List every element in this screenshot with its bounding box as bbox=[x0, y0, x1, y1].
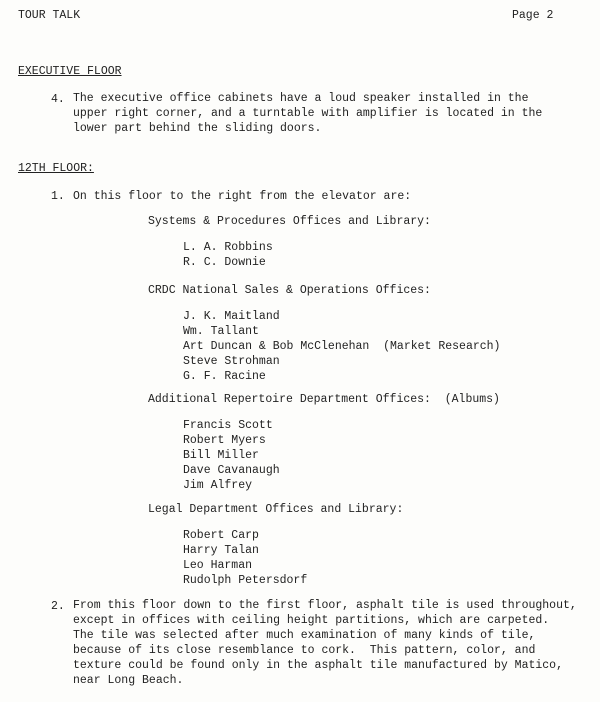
staff-name: Dave Cavanaugh bbox=[183, 464, 280, 477]
office-group-heading: Systems & Procedures Offices and Library: bbox=[148, 215, 431, 228]
staff-name: Rudolph Petersdorf bbox=[183, 574, 308, 587]
doc-title: TOUR TALK bbox=[18, 9, 81, 22]
paragraph-line: lower part behind the sliding doors. bbox=[73, 122, 322, 135]
item-number: 4. bbox=[51, 93, 65, 106]
office-group-heading: Legal Department Offices and Library: bbox=[148, 503, 404, 516]
staff-name: J. K. Maitland bbox=[183, 310, 280, 323]
office-group-heading: Additional Repertoire Department Offices: (Albums) bbox=[148, 393, 500, 406]
staff-name: Francis Scott bbox=[183, 419, 273, 432]
staff-name: Robert Myers bbox=[183, 434, 266, 447]
staff-name: L. A. Robbins bbox=[183, 241, 273, 254]
paragraph-line: On this floor to the right from the elevator are: bbox=[73, 190, 412, 203]
paragraph-line: near Long Beach. bbox=[73, 674, 184, 687]
office-group-heading: CRDC National Sales & Operations Offices: bbox=[148, 284, 431, 297]
staff-name: Steve Strohman bbox=[183, 355, 280, 368]
staff-name: Wm. Tallant bbox=[183, 325, 259, 338]
staff-name: R. C. Downie bbox=[183, 256, 266, 269]
section-heading-12th-floor: 12TH FLOOR: bbox=[18, 162, 94, 175]
staff-name: Robert Carp bbox=[183, 529, 259, 542]
staff-name: G. F. Racine bbox=[183, 370, 266, 383]
staff-name: Jim Alfrey bbox=[183, 479, 253, 492]
page-number: Page 2 bbox=[512, 9, 554, 22]
paragraph-line: upper right corner, and a turntable with amplifier is located in the bbox=[73, 107, 543, 120]
item-number: 2. bbox=[51, 600, 65, 613]
item-number: 1. bbox=[51, 190, 65, 203]
paragraph-line: The executive office cabinets have a loud speaker installed in the bbox=[73, 92, 529, 105]
staff-name: Leo Harman bbox=[183, 559, 253, 572]
staff-name: Harry Talan bbox=[183, 544, 259, 557]
staff-name: Bill Miller bbox=[183, 449, 259, 462]
paragraph-line: The tile was selected after much examination of many kinds of tile, bbox=[73, 629, 536, 642]
section-heading-executive: EXECUTIVE FLOOR bbox=[18, 65, 122, 78]
paragraph-line: except in offices with ceiling height partitions, which are carpeted. bbox=[73, 614, 550, 627]
paragraph-line: texture could be found only in the asphalt tile manufactured by Matico, bbox=[73, 659, 563, 672]
paragraph-line: because of its close resemblance to cork. This pattern, color, and bbox=[73, 644, 536, 657]
staff-name: Art Duncan & Bob McClenehan (Market Research) bbox=[183, 340, 501, 353]
paragraph-line: From this floor down to the first floor, asphalt tile is used throughout, bbox=[73, 599, 577, 612]
